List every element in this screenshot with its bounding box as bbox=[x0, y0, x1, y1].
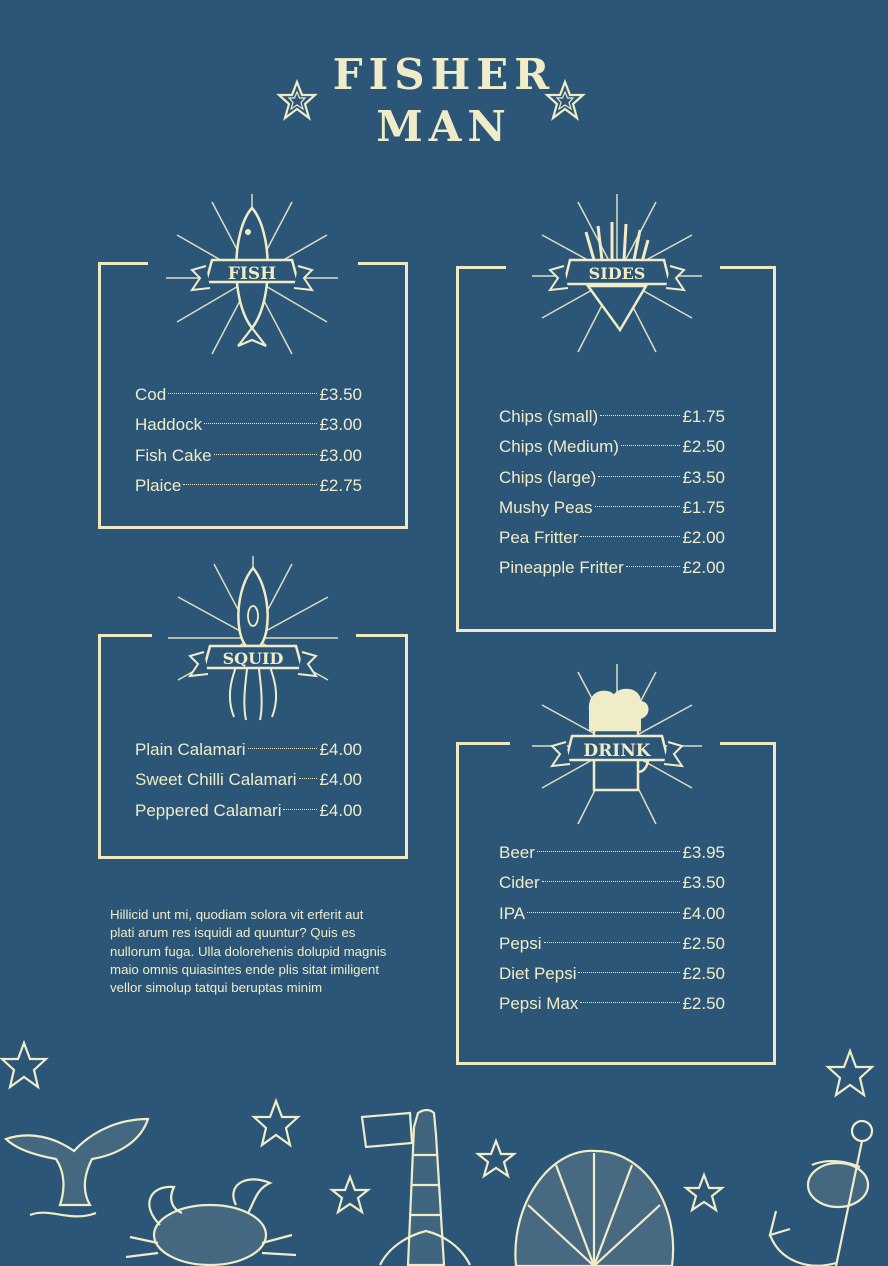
leader-dots bbox=[578, 972, 680, 973]
menu-item-name: Peppered Calamari bbox=[135, 800, 282, 820]
sides-emblem-label: SIDES bbox=[588, 264, 646, 283]
leader-dots bbox=[542, 881, 681, 882]
menu-item-price: £2.50 bbox=[682, 964, 725, 984]
menu-item-price: £4.00 bbox=[682, 903, 725, 923]
menu-item-name: Haddock bbox=[135, 415, 203, 435]
leader-dots bbox=[214, 454, 318, 455]
menu-item-name: Sweet Chilli Calamari bbox=[135, 770, 297, 790]
menu-item-row bbox=[499, 868, 725, 898]
menu-item-name: Pepsi bbox=[499, 933, 542, 953]
menu-item-name: Cider bbox=[499, 873, 540, 893]
menu-item-price: £2.75 bbox=[319, 475, 362, 495]
leader-dots bbox=[580, 1002, 680, 1003]
menu-item-row bbox=[135, 410, 362, 440]
leader-dots bbox=[527, 912, 680, 913]
menu-item-row bbox=[499, 463, 725, 493]
sea-illustration bbox=[0, 1035, 888, 1266]
menu-item-price: £3.00 bbox=[319, 445, 362, 465]
menu-item-price: £2.50 bbox=[682, 994, 725, 1014]
leader-dots bbox=[283, 809, 317, 810]
menu-item-price: £4.00 bbox=[319, 740, 362, 759]
squid-emblem-label: SQUID bbox=[222, 649, 284, 668]
leader-dots bbox=[204, 423, 317, 424]
menu-item-name: Fish Cake bbox=[135, 445, 212, 465]
menu-item-price: £3.50 bbox=[319, 385, 362, 404]
menu-item-name: Pineapple Fritter bbox=[499, 558, 624, 578]
fish-emblem-icon bbox=[162, 190, 342, 365]
brand-title-line2: MAN bbox=[376, 102, 512, 151]
menu-item-name: Chips (large) bbox=[499, 467, 597, 487]
drink-emblem-label: DRINK bbox=[583, 741, 651, 761]
menu-item-name: Chips (small) bbox=[499, 407, 599, 426]
sides-emblem-icon bbox=[528, 190, 706, 362]
leader-dots bbox=[299, 778, 318, 779]
menu-item-row bbox=[499, 959, 725, 989]
leader-dots bbox=[537, 851, 681, 852]
menu-item-price: £3.95 bbox=[682, 843, 725, 862]
menu-item-row bbox=[135, 796, 362, 826]
menu-item-row bbox=[499, 838, 725, 868]
menu-item-price: £3.50 bbox=[682, 873, 725, 893]
leader-dots bbox=[580, 536, 680, 537]
leader-dots bbox=[621, 445, 680, 446]
menu-item-name: Mushy Peas bbox=[499, 497, 593, 517]
leader-dots bbox=[183, 484, 317, 485]
menu-item-price: £2.00 bbox=[682, 528, 725, 548]
leader-dots bbox=[248, 748, 318, 749]
menu-item-price: £2.50 bbox=[682, 437, 725, 457]
menu-item-price: £1.75 bbox=[682, 497, 725, 517]
menu-item-row bbox=[499, 493, 725, 523]
menu-item-price: £3.50 bbox=[682, 467, 725, 487]
menu-item-row bbox=[499, 899, 725, 929]
menu-item-name: Pepsi Max bbox=[499, 994, 579, 1014]
menu-item-row bbox=[135, 441, 362, 471]
menu-item-row bbox=[499, 523, 725, 553]
fish-item-list bbox=[135, 380, 362, 501]
leader-dots bbox=[598, 476, 680, 477]
menu-item-name: IPA bbox=[499, 903, 526, 923]
leader-dots bbox=[626, 566, 681, 567]
menu-item-row bbox=[499, 432, 725, 462]
menu-item-name: Beer bbox=[499, 843, 535, 862]
brand-title-line1: FISHER bbox=[332, 50, 556, 99]
drink-emblem-icon bbox=[528, 660, 706, 832]
menu-item-price: £4.00 bbox=[319, 800, 362, 820]
menu-item-row bbox=[135, 765, 362, 795]
menu-item-price: £4.00 bbox=[319, 770, 362, 790]
menu-item-row bbox=[499, 929, 725, 959]
menu-item-price: £2.50 bbox=[682, 933, 725, 953]
starfish-icon bbox=[274, 78, 320, 124]
leader-dots bbox=[595, 506, 681, 507]
squid-item-list bbox=[135, 735, 362, 826]
menu-item-name: Plaice bbox=[135, 475, 182, 495]
menu-item-row bbox=[135, 735, 362, 765]
drink-item-list bbox=[499, 838, 725, 1020]
menu-item-row bbox=[499, 553, 725, 583]
starfish-icon bbox=[542, 78, 588, 124]
menu-item-name: Diet Pepsi bbox=[499, 964, 577, 984]
fish-emblem-label: FISH bbox=[227, 264, 277, 284]
menu-item-row bbox=[499, 989, 725, 1019]
leader-dots bbox=[168, 393, 317, 394]
menu-item-name: Plain Calamari bbox=[135, 740, 246, 759]
squid-emblem-icon bbox=[164, 552, 342, 724]
leader-dots bbox=[544, 942, 681, 943]
menu-item-row bbox=[135, 380, 362, 410]
menu-item-row bbox=[135, 471, 362, 501]
menu-item-price: £3.00 bbox=[319, 415, 362, 435]
sides-item-list bbox=[499, 402, 725, 584]
menu-item-price: £1.75 bbox=[682, 407, 725, 426]
menu-item-name: Chips (Medium) bbox=[499, 437, 619, 457]
leader-dots bbox=[600, 415, 680, 416]
menu-item-name: Pea Fritter bbox=[499, 528, 579, 548]
menu-item-row bbox=[499, 402, 725, 432]
menu-item-name: Cod bbox=[135, 385, 167, 404]
description-text: Hillicid unt mi, quodiam solora vit erferit aut plati arum res isquidi ad quuntur? Quis es nullorum fuga. Ulla dolorehenis dolupid magnis maio omnis quiasintes ende plis sitat imiligent vellor simolup tatqui beruptas minim bbox=[110, 907, 387, 996]
menu-item-price: £2.00 bbox=[682, 558, 725, 578]
